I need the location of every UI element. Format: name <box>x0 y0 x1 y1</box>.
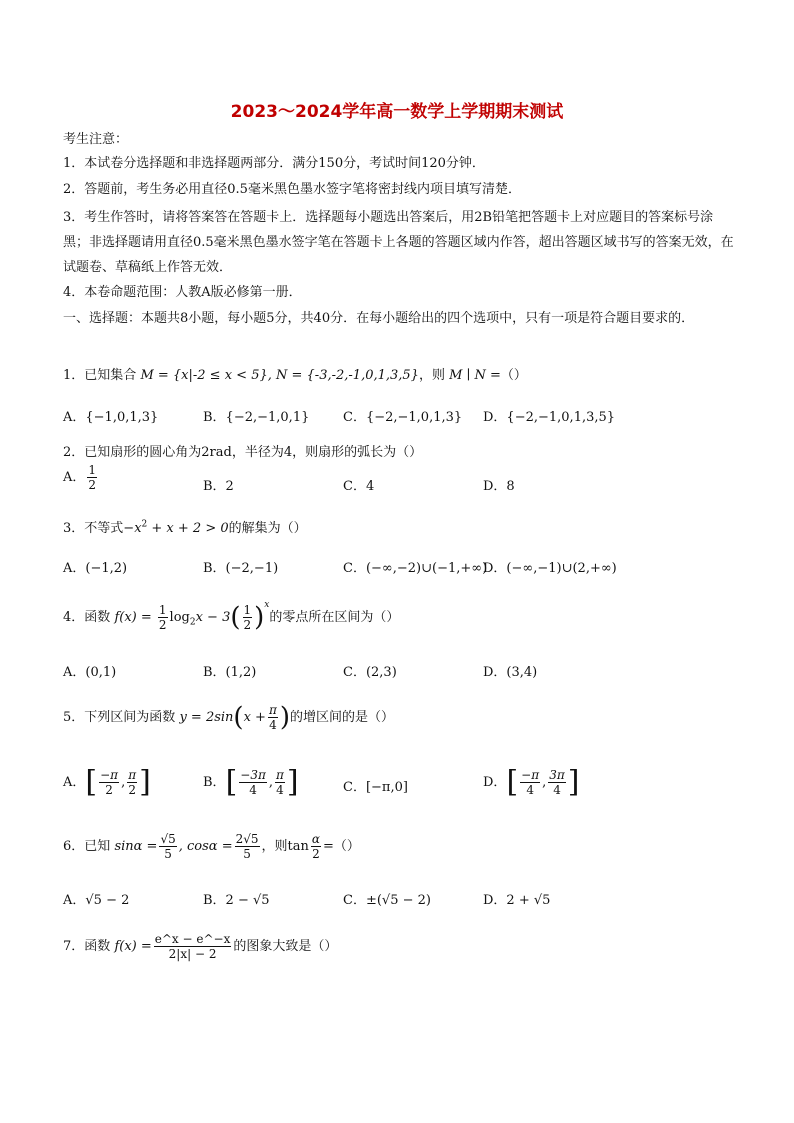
question-number: 7． <box>63 939 85 954</box>
option-a: A．(−1,2) <box>63 561 128 576</box>
math-expression: M ∣ N = <box>449 368 501 383</box>
option-c: C．{−2,−1,0,1,3} <box>343 410 463 425</box>
fraction: $\frac{\alpha}{2}$ <box>311 832 320 861</box>
notice-heading: 考生注意： <box>63 132 129 147</box>
question-number: 4． <box>63 610 85 625</box>
option-b: B．2 − √5 <box>203 893 270 908</box>
option-d: D．{−2,−1,0,1,3,5} <box>483 410 616 425</box>
fraction: $\frac{e\^{}x - e\^{}-x}{2|x| - 2}$ <box>154 932 231 961</box>
option-a: A．√5 − 2 <box>63 893 130 908</box>
option-d: D．[ $\frac{-\pi}{4}$ , $\frac{3\pi}{4}$ ] <box>483 764 580 800</box>
option-c: C．(−∞,−2)∪(−1,+∞) <box>343 561 488 576</box>
math-expression: M = {x|-2 ≤ x < 5}, N = {-3,-2,-1,0,1,3,5} <box>140 368 419 383</box>
section-heading: 一、选择题：本题共8小题，每小题5分，共40分．在每小题给出的四个选项中，只有一项是符合题目要求的． <box>63 311 695 326</box>
option-c: C．[−π,0] <box>343 780 408 795</box>
question-3: 3．不等式$-x^2 + x + 2 > 0$的解集为（） <box>63 519 307 536</box>
fraction: $\frac{1}{2}$ <box>88 463 97 492</box>
question-number: 5． <box>63 710 85 725</box>
question-number: 3． <box>63 521 85 536</box>
question-4: 4．函数 f(x) = $\frac{1}{2}$ $\log_2x - 3$( $\frac{1}{2}$ )$^x$的零点所在区间为（） <box>63 600 400 633</box>
notice-item-1: 1．本试卷分选择题和非选择题两部分．满分150分，考试时间120分钟． <box>63 156 485 171</box>
option-b: B．(−2,−1) <box>203 561 279 576</box>
option-d: D．2 + √5 <box>483 893 551 908</box>
option-a: A．[ $\frac{-\pi}{2}$ , $\frac{\pi}{2}$ ] <box>63 764 151 800</box>
exam-title: 2023～2024学年高一数学上学期期末测试 <box>230 102 564 122</box>
option-d: D．8 <box>483 479 515 494</box>
question-number: 1． <box>63 368 85 383</box>
fraction: $\frac{√5}{5}$ <box>160 832 176 861</box>
option-c: C．4 <box>343 479 375 494</box>
fraction: $\frac{\pi}{4}$ <box>268 703 277 732</box>
fraction: $\frac{1}{2}$ <box>158 603 167 632</box>
question-2: 2．已知扇形的圆心角为2rad，半径为4，则扇形的弧长为（） <box>63 445 423 460</box>
fraction: $\frac{2√5}{5}$ <box>235 832 259 861</box>
option-b: B．[ $\frac{-3\pi}{4}$ , $\frac{\pi}{4}$ ] <box>203 764 299 800</box>
notice-item-3: 3．考生作答时，请将答案答在答题卡上．选择题每小题选出答案后，用2B铅笔把答题卡上对应题目的答案标号涂黑；非选择题请用直径0.5毫米黑色墨水签字笔在答题卡上各题的答题区域内作答，超出答题区域书写的答案无效，在试题卷、草稿纸上作答无效． <box>63 210 734 275</box>
option-a: A．{−1,0,1,3} <box>63 410 159 425</box>
option-d: D．(−∞,−1)∪(2,+∞) <box>483 561 617 576</box>
question-number: 2． <box>63 445 85 460</box>
option-c: C．(2,3) <box>343 665 397 680</box>
option-b: B．(1,2) <box>203 665 257 680</box>
question-5: 5．下列区间为函数 y = 2sin(x + $\frac{\pi}{4}$ )的增区间的是（） <box>63 702 394 733</box>
option-b: B．2 <box>203 479 234 494</box>
option-a: A．(0,1) <box>63 665 117 680</box>
fraction: $\frac{1}{2}$ <box>243 603 252 632</box>
notice-item-2: 2．答题前，考生务必用直径0.5毫米黑色墨水签字笔将密封线内项目填写清楚． <box>63 182 521 197</box>
notice-item-4: 4．本卷命题范围：人教A版必修第一册． <box>63 285 302 300</box>
option-c: C．±(√5 − 2) <box>343 893 431 908</box>
question-7: 7．函数 f(x) = $\frac{e\^{}x - e\^{}-x}{2|x| - 2}$ 的图象大致是（） <box>63 932 338 961</box>
option-d: D．(3,4) <box>483 665 538 680</box>
question-6: 6．已知 sinα = $\frac{√5}{5}$ , cosα = $\frac{2√5}{5}$ ，则tan $\frac{\alpha}{2}$ =（） <box>63 832 360 861</box>
question-1: 1．已知集合 M = {x|-2 ≤ x < 5}, N = {-3,-2,-1,0,1,3,5}，则 M ∣ N =（） <box>63 368 527 383</box>
option-a: A． $\frac{1}{2}$ <box>63 463 97 492</box>
question-number: 6． <box>63 839 85 854</box>
option-b: B．{−2,−1,0,1} <box>203 410 310 425</box>
